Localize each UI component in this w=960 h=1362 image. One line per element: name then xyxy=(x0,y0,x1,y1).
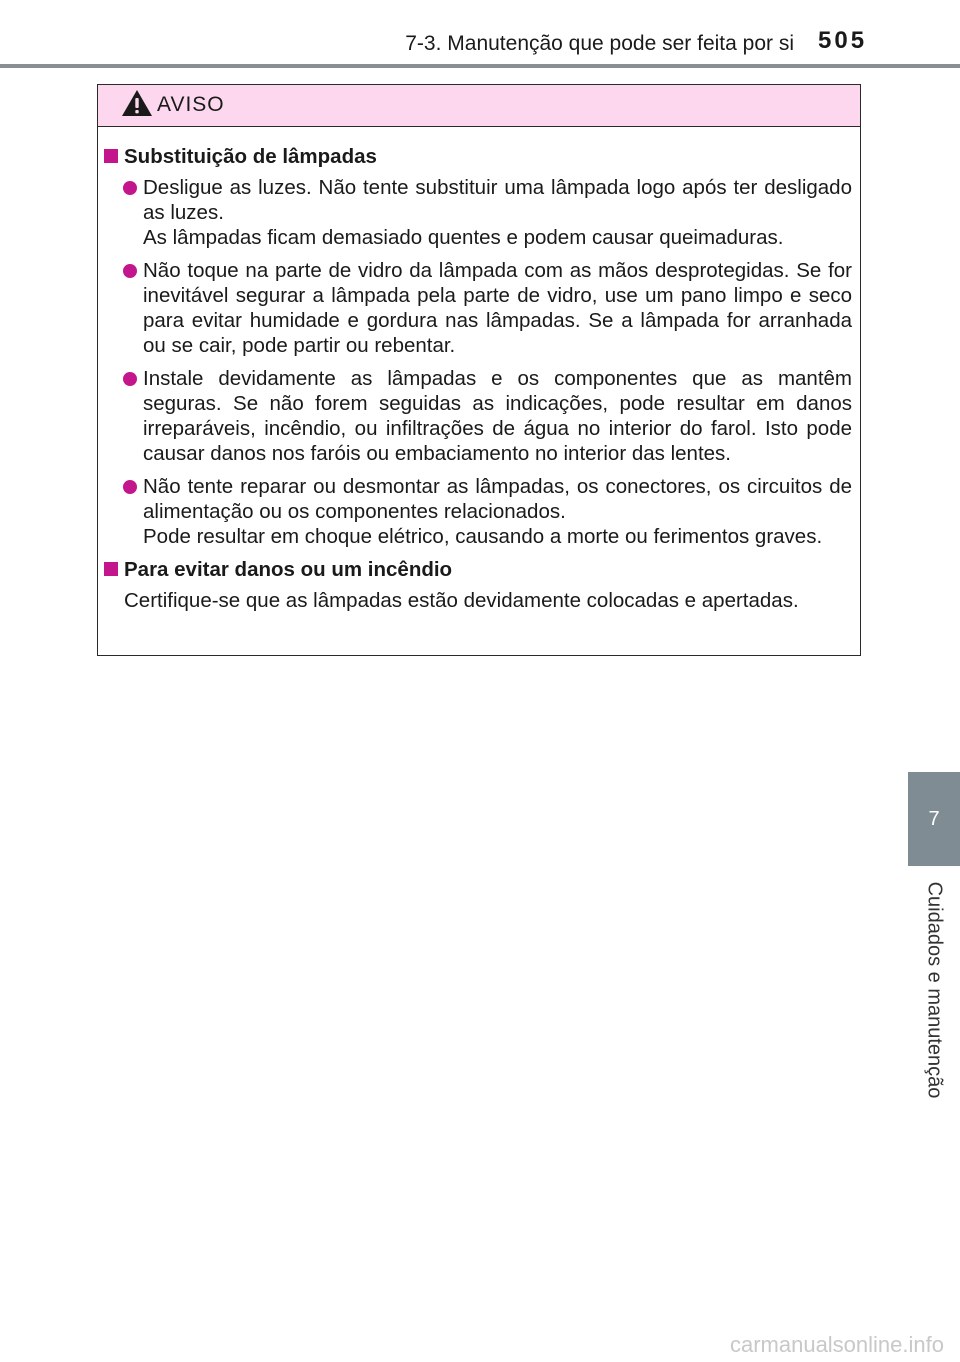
list-item-text: Instale devidamente as lâmpadas e os componentes que as mantêm seguras. Se não forem seguidas as indicações, pode resultar em danos irreparáveis, incêndio, ou infiltrações de água no interior do farol. Isto pode causar danos nos faróis ou embaciamento no interior das lentes. xyxy=(143,367,852,465)
chapter-title: 7-3. Manutenção que pode ser feita por si xyxy=(405,32,794,55)
warning-body xyxy=(98,127,860,613)
list-item-text: Pode resultar em choque elétrico, causando a morte ou ferimentos graves. xyxy=(143,525,823,548)
warning-header xyxy=(98,85,860,127)
square-bullet-icon xyxy=(104,149,118,163)
list-item xyxy=(98,258,852,358)
chapter-tab-label: Cuidados e manutenção xyxy=(923,881,946,1099)
list-item-text: Não toque na parte de vidro da lâmpada com as mãos desprotegidas. Se for inevitável segurar a lâmpada pela parte de vidro, use um pano limpo e seco para evitar humidade e gordura nas lâmpadas. Se a lâmpada for arranhada ou se cair, pode partir ou rebentar. xyxy=(143,259,852,357)
list-item-text: Desligue as luzes. Não tente substituir uma lâmpada logo após ter desligado as luzes. xyxy=(143,176,852,224)
circle-bullet-icon xyxy=(123,181,137,195)
warning-triangle-icon xyxy=(121,89,153,117)
watermark: carmanualsonline.info xyxy=(729,1332,944,1357)
section-heading xyxy=(98,557,852,582)
list-item xyxy=(98,366,852,466)
list-item-text: Não tente reparar ou desmontar as lâmpadas, os conectores, os circuitos de alimentação ou os componentes relacionados. xyxy=(143,475,852,523)
circle-bullet-icon xyxy=(123,372,137,386)
header-rule xyxy=(0,64,960,68)
list-item-text: As lâmpadas ficam demasiado quentes e podem causar queimaduras. xyxy=(143,226,784,249)
chapter-tab: 7 xyxy=(908,772,960,866)
warning-label: AVISO xyxy=(157,93,225,116)
section-heading xyxy=(98,144,852,169)
section-text: Certifique-se que as lâmpadas estão devidamente colocadas e apertadas. xyxy=(124,589,799,612)
square-bullet-icon xyxy=(104,562,118,576)
page-number: 505 xyxy=(818,27,868,54)
section-heading-text: Substituição de lâmpadas xyxy=(124,145,377,168)
circle-bullet-icon xyxy=(123,480,137,494)
list-item xyxy=(98,175,852,250)
circle-bullet-icon xyxy=(123,264,137,278)
section-heading-text: Para evitar danos ou um incêndio xyxy=(124,558,453,581)
warning-box xyxy=(97,84,861,656)
list-item xyxy=(98,474,852,549)
